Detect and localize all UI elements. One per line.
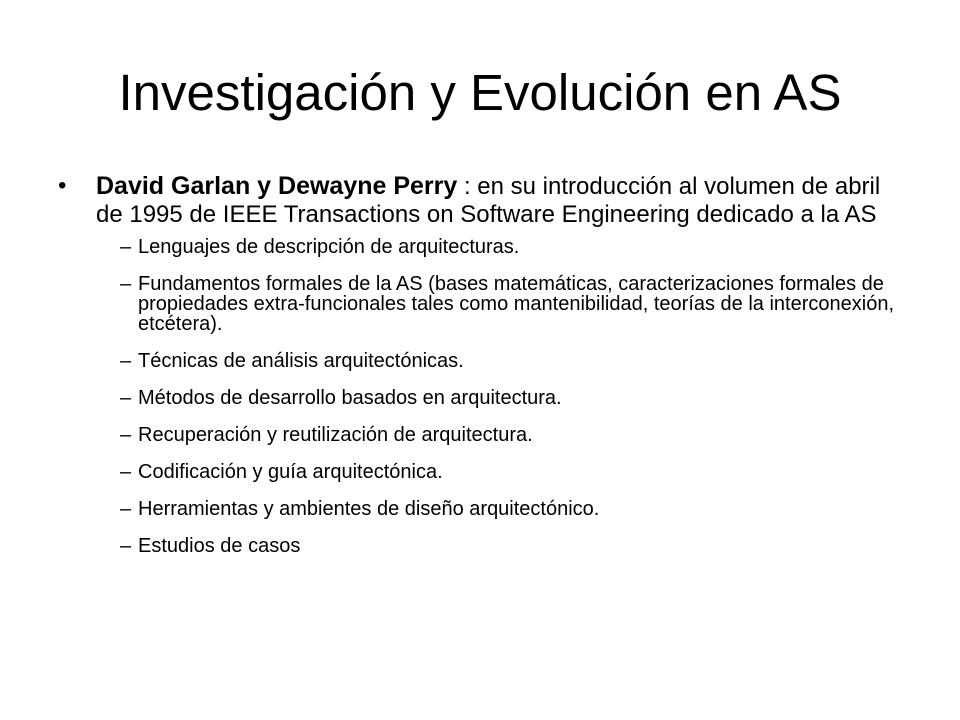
sub-item-5: [52, 425, 912, 445]
slide-body: [52, 172, 912, 573]
sub-item-7: [52, 499, 912, 519]
slide-title: Investigación y Evolución en AS: [118, 64, 842, 121]
sub-item-6: [52, 462, 912, 482]
dash-marker: –: [120, 461, 132, 483]
sub-item-2: [52, 274, 912, 334]
sub-list: [52, 237, 912, 556]
dash-marker: –: [120, 424, 132, 446]
dash-marker: –: [120, 273, 132, 295]
sub-item-text: Codificación y guía arquitectónica.: [138, 461, 443, 483]
bullet-bold-text: David Garlan y Dewayne Perry: [96, 172, 458, 200]
sub-item-text: Métodos de desarrollo basados en arquitectura.: [138, 387, 562, 409]
dash-marker: –: [120, 387, 132, 409]
bullet-marker: •: [58, 172, 67, 199]
sub-item-text: Técnicas de análisis arquitectónicas.: [138, 350, 464, 372]
sub-item-1: [52, 237, 912, 257]
main-bullet: [52, 172, 912, 229]
bullet-rest-text: : en su introducción al volumen de abril de 1995 de IEEE Transactions on Software Engineering dedicado a la AS: [96, 173, 881, 228]
dash-marker: –: [120, 535, 132, 557]
dash-marker: –: [120, 236, 132, 258]
sub-item-3: [52, 351, 912, 371]
sub-item-4: [52, 388, 912, 408]
sub-item-text: Lenguajes de descripción de arquitecturas.: [138, 236, 520, 258]
sub-item-8: [52, 536, 912, 556]
dash-marker: –: [120, 498, 132, 520]
dash-marker: –: [120, 350, 132, 372]
sub-item-text: Herramientas y ambientes de diseño arquitectónico.: [138, 498, 600, 520]
sub-item-text: Fundamentos formales de la AS (bases matemáticas, caracterizaciones formales de propiedades extra-funcionales tales como mantenibilidad, teorías de la interconexión, etcétera).: [138, 273, 895, 335]
sub-item-text: Estudios de casos: [138, 535, 301, 557]
sub-item-text: Recuperación y reutilización de arquitectura.: [138, 424, 533, 446]
